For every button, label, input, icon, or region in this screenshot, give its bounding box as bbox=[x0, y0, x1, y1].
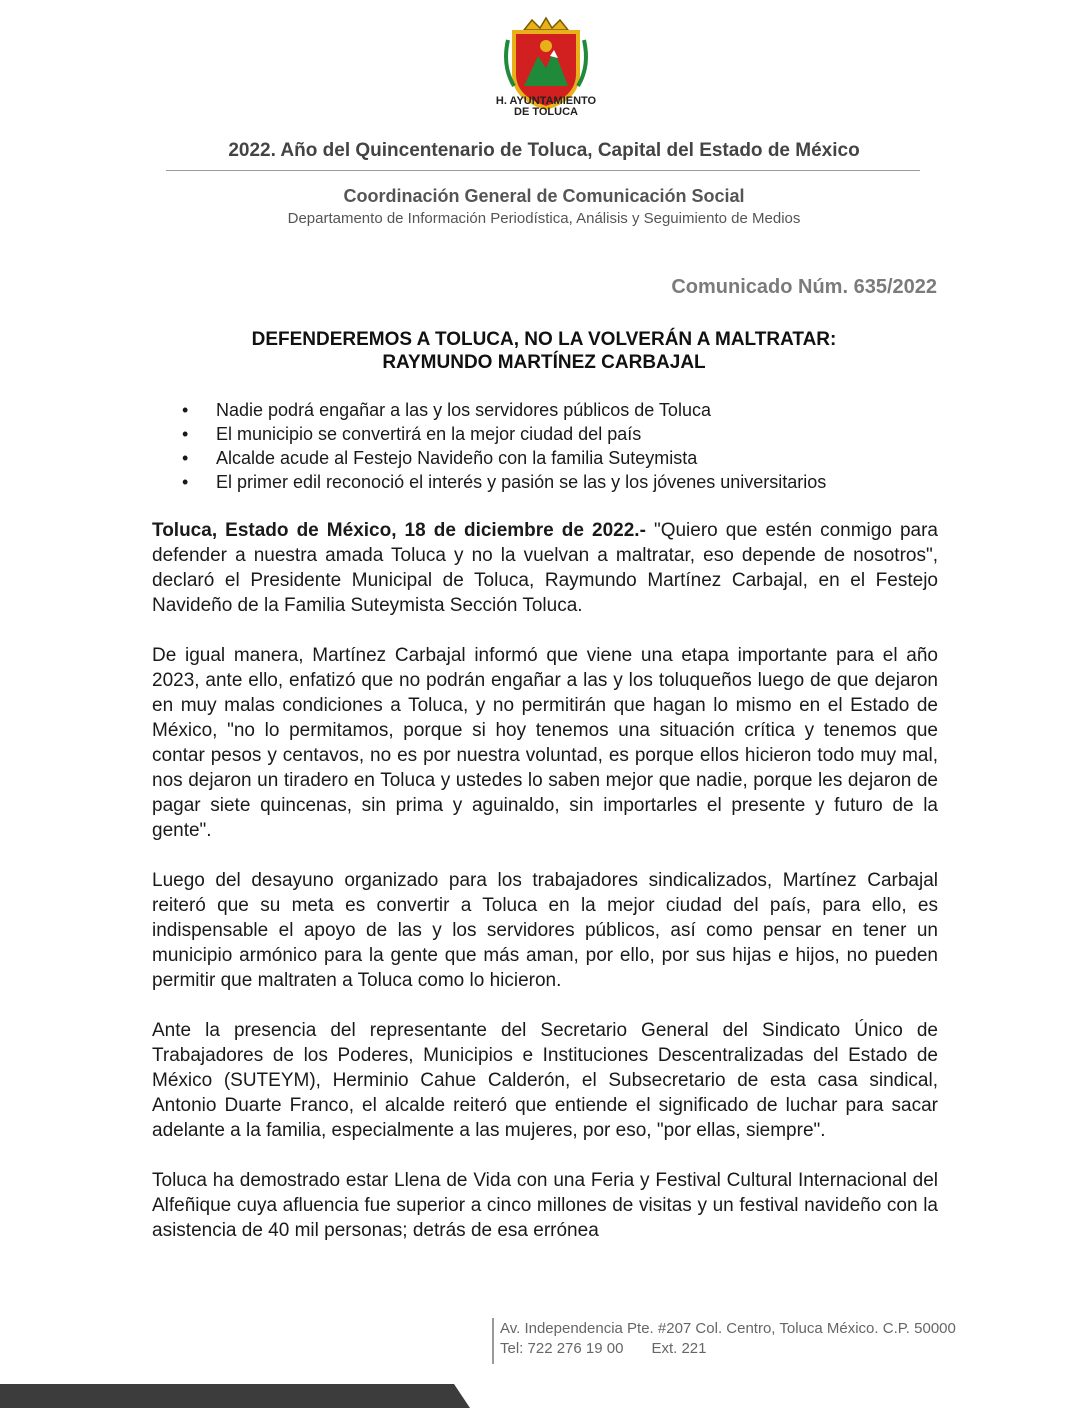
coordination-subtitle: Departamento de Información Periodística, Análisis y Seguimiento de Medios bbox=[287, 210, 801, 227]
logo-caption-line1: H. AYUNTAMIENTO bbox=[495, 95, 597, 107]
logo-caption-line2: DE TOLUCA bbox=[514, 106, 578, 118]
bullet-item: • El municipio se convertirá en la mejor ciudad del país bbox=[182, 422, 826, 446]
bullet-item: • Nadie podrá engañar a las y los servidores públicos de Toluca bbox=[182, 398, 826, 422]
footer-extension: Ext. 221 bbox=[651, 1340, 707, 1357]
bullet-item: • Alcalde acude al Festejo Navideño con la familia Suteymista bbox=[182, 446, 826, 470]
coordination-title: Coordinación General de Comunicación Social bbox=[343, 186, 745, 206]
paragraph-1 bbox=[152, 518, 938, 618]
headline bbox=[150, 328, 938, 374]
footer-contact bbox=[500, 1340, 706, 1357]
comunicado-number: Comunicado Núm. 635/2022 bbox=[671, 276, 937, 298]
footer-divider bbox=[492, 1318, 494, 1364]
logo-caption bbox=[476, 96, 616, 118]
footer-phone: Tel: 722 276 19 00 bbox=[500, 1340, 624, 1357]
summary-bullets bbox=[182, 398, 826, 494]
paragraph-2: De igual manera, Martínez Carbajal informó que viene una etapa importante para el año 2023, ante ello, enfatizó que no podrán engañar a las y los toluqueños luego de que dejaron en muy malas condiciones a Toluca, y no permitirán que hagan lo mismo en el Estado de México, "no lo permitamos, porque si hoy tenemos una situación crítica y tenemos que contar pesos y centavos, no es por nuestra voluntad, es porque ellos hicieron todo muy mal, nos dejaron un tiradero en Toluca y ustedes lo saben mejor que nadie, porque les dejaron de pagar siete quincenas, sin prima y aguinaldo, sin importarles el presente y futuro de la gente". bbox=[152, 645, 938, 841]
dateline: Toluca, Estado de México, 18 de diciembre de 2022.- bbox=[152, 520, 646, 541]
press-release-body bbox=[152, 518, 938, 1268]
paragraph-4: Ante la presencia del representante del Secretario General del Sindicato Único de Trabajadores de los Poderes, Municipios e Instituciones Descentralizadas del Estado de México (SUTEYM), Herminio Cahue Calderón, el Subsecretario de esta casa sindical, Antonio Duarte Franco, el alcalde reiteró que entiende el significado de luchar para sacar adelante a la familia, especialmente a las mujeres, por eso, "por ellas, siempre". bbox=[152, 1020, 938, 1141]
paragraph-1-text: "Quiero que estén conmigo para defender a nuestra amada Toluca y no la vuelvan a maltratar, eso depende de nosotros", declaró el Presidente Municipal de Toluca, Raymundo Martínez Carbajal, en el Festejo Navideño de la Familia Suteymista Sección Toluca. bbox=[152, 520, 938, 616]
footer-stripe bbox=[0, 1384, 470, 1408]
headline-line2: RAYMUNDO MARTÍNEZ CARBAJAL bbox=[382, 352, 706, 373]
headline-line1: DEFENDEREMOS A TOLUCA, NO LA VOLVERÁN A MALTRATAR: bbox=[251, 329, 837, 350]
header-divider bbox=[166, 170, 920, 171]
bullet-item: • El primer edil reconoció el interés y pasión se las y los jóvenes universitarios bbox=[182, 470, 826, 494]
footer-address: Av. Independencia Pte. #207 Col. Centro, Toluca México. C.P. 50000 bbox=[500, 1320, 956, 1337]
paragraph-5: Toluca ha demostrado estar Llena de Vida con una Feria y Festival Cultural Internacional del Alfeñique cuya afluencia fue superior a cinco millones de visitas y un festival navideño con la asistencia de 40 mil personas; detrás de esa errónea bbox=[152, 1170, 938, 1241]
year-banner: 2022. Año del Quincentenario de Toluca, Capital del Estado de México bbox=[228, 140, 860, 161]
paragraph-3: Luego del desayuno organizado para los trabajadores sindicalizados, Martínez Carbajal reiteró que su meta es convertir a Toluca en la mejor ciudad del país, para ello, es indispensable el apoyo de las y los servidores públicos, así como pensar en tener un municipio armónico para la gente que más aman, por ello, por sus hijas e hijos, no pueden permitir que maltraten a Toluca como lo hicieron. bbox=[152, 870, 938, 991]
